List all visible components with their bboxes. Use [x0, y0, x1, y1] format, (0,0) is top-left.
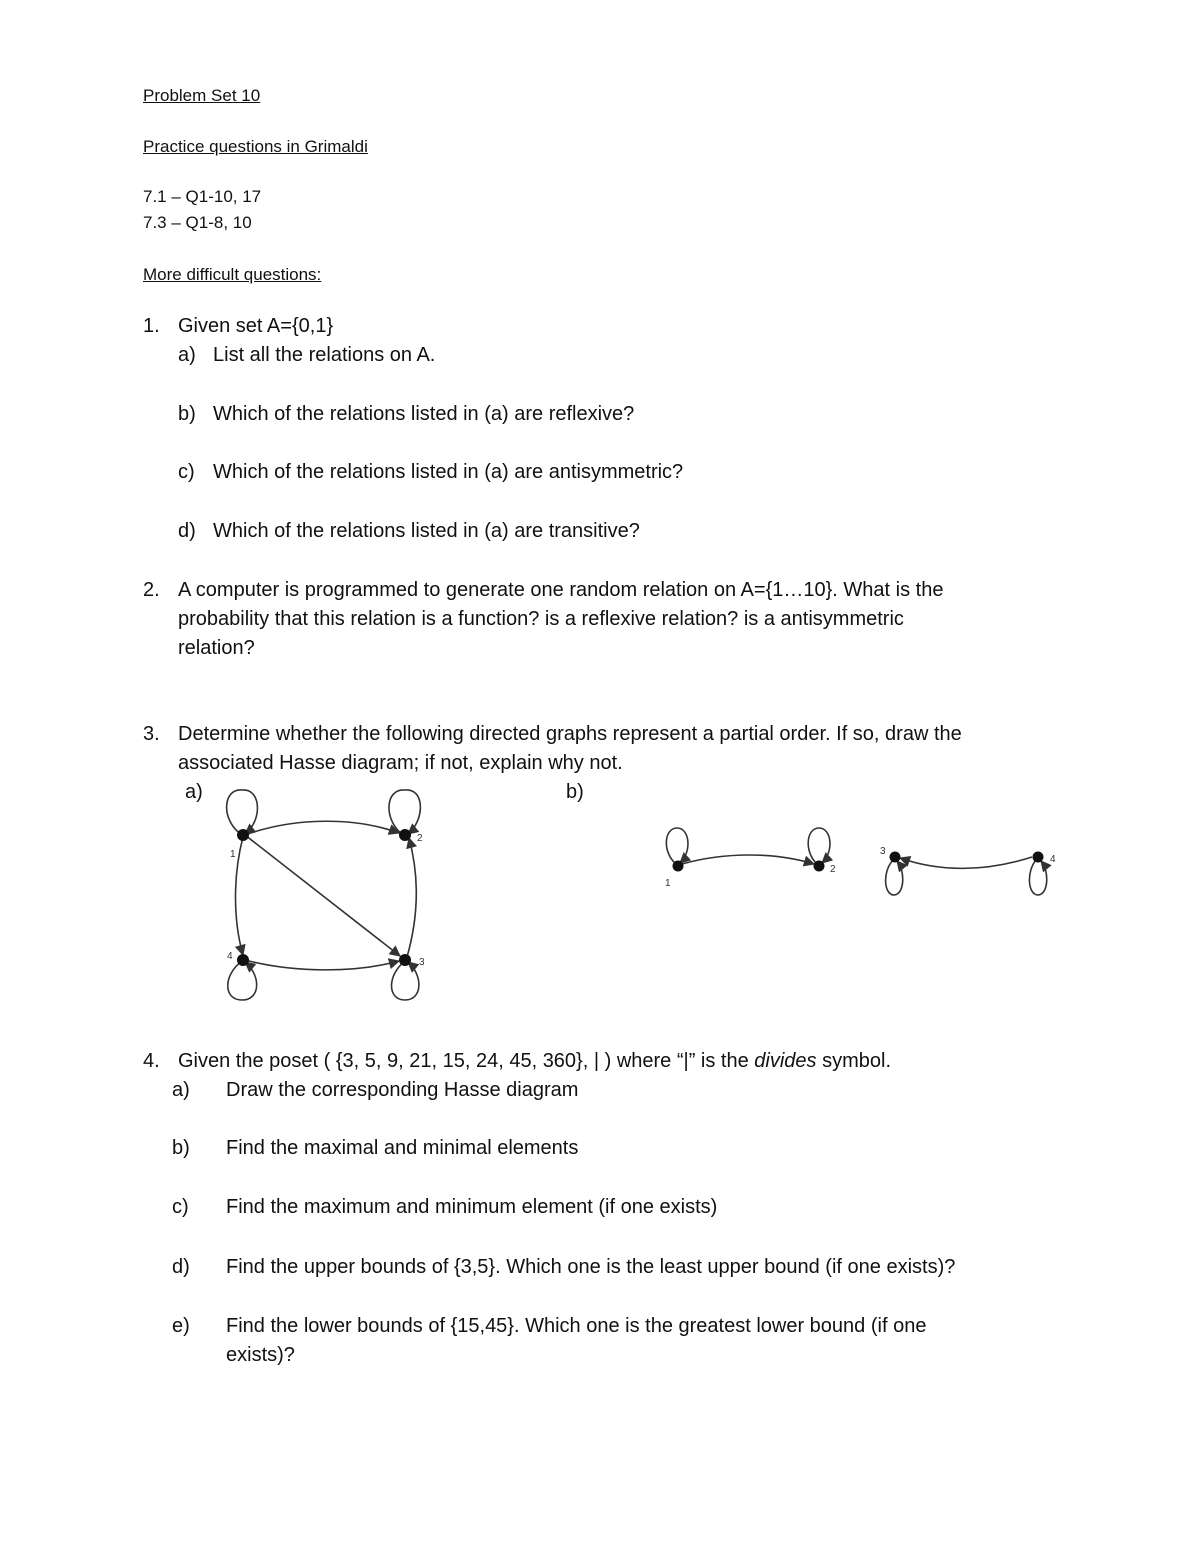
graph-b-node [1033, 852, 1044, 863]
q4-part-text: Find the maximum and minimum element (if one exists) [226, 1196, 718, 1218]
graph-a [215, 785, 445, 1015]
graph-b-node-label: 4 [1050, 854, 1056, 865]
graph-a-node-label: 1 [230, 849, 236, 860]
graph-a-node [237, 829, 249, 841]
q3-number: 3. [143, 723, 160, 745]
q4-text-italic: divides [754, 1050, 817, 1072]
q3-line: associated Hasse diagram; if not, explain why not. [178, 752, 623, 774]
graph-a-edge [245, 835, 400, 956]
graph-a-node [399, 829, 411, 841]
graph-a-edge [236, 837, 244, 955]
q4-part-text: exists)? [226, 1344, 295, 1366]
graph-b-edge [682, 855, 814, 864]
q4-part-label: b) [172, 1137, 190, 1159]
q1-number: 1. [143, 315, 160, 337]
graph-a-edge [245, 821, 399, 835]
graph-a-node-label: 3 [419, 957, 425, 968]
graph-b [650, 820, 1070, 910]
q4-part-label: a) [172, 1079, 190, 1101]
graph-a-node [399, 954, 411, 966]
q2-line: relation? [178, 637, 255, 659]
graph-b-edge [900, 857, 1032, 868]
graph-b-node [673, 861, 684, 872]
q4-part-label: d) [172, 1256, 190, 1278]
graph-a-edge [245, 960, 399, 970]
graph-b-node [814, 861, 825, 872]
graph-b-node-label: 2 [830, 864, 836, 875]
graph-b-loop [666, 828, 688, 864]
graph-a-edge [407, 838, 416, 957]
difficult-heading: More difficult questions: [143, 265, 322, 284]
q4-part-text: Find the maximal and minimal elements [226, 1137, 579, 1159]
q4-part-text: Draw the corresponding Hasse diagram [226, 1079, 579, 1101]
practice-item: 7.3 – Q1-8, 10 [143, 213, 252, 232]
q1-part-label: a) [178, 344, 196, 366]
q2-line: A computer is programmed to generate one random relation on A={1…10}. What is the [178, 579, 944, 601]
q2-line: probability that this relation is a function? is a reflexive relation? is a antisymmetric [178, 608, 904, 630]
q4-text-after: symbol. [816, 1050, 892, 1072]
q4-part-text: Find the upper bounds of {3,5}. Which one is the least upper bound (if one exists)? [226, 1256, 956, 1278]
graph-a-loop [227, 790, 258, 835]
graph-b-node-label: 3 [880, 846, 886, 857]
q4-number: 4. [143, 1050, 160, 1072]
practice-heading: Practice questions in Grimaldi [143, 137, 368, 156]
graph-a-loop [389, 790, 420, 835]
graph-b-loop [1029, 860, 1046, 895]
q1-part-text: Which of the relations listed in (a) are transitive? [213, 520, 640, 542]
page-title: Problem Set 10 [143, 86, 261, 105]
graph-b-loop [886, 860, 903, 895]
graph-b-node [890, 852, 901, 863]
graph-a-node [237, 954, 249, 966]
q4-part-text: Find the lower bounds of {15,45}. Which one is the greatest lower bound (if one [226, 1315, 927, 1337]
graph-b-label: b) [566, 781, 584, 803]
q1-part-text: List all the relations on A. [213, 344, 436, 366]
graph-b-node-label: 1 [665, 878, 671, 889]
q3-line: Determine whether the following directed graphs represent a partial order. If so, draw the [178, 723, 962, 745]
q1-text: Given set A={0,1} [178, 315, 334, 337]
q4-text [178, 1047, 891, 1076]
q1-part-label: d) [178, 520, 196, 542]
graph-b-loop [808, 828, 830, 864]
graph-a-loop [392, 961, 419, 1000]
q1-part-label: c) [178, 461, 195, 483]
q4-part-label: c) [172, 1196, 189, 1218]
graph-a-node-label: 2 [417, 833, 423, 844]
graph-a-loop [228, 961, 257, 1000]
q1-part-text: Which of the relations listed in (a) are antisymmetric? [213, 461, 684, 483]
q4-part-label: e) [172, 1315, 190, 1337]
graph-a-label: a) [185, 781, 203, 803]
q4-text-before: Given the poset ( {3, 5, 9, 21, 15, 24, 45, 360}, | ) where “|” is the [178, 1050, 755, 1072]
q1-part-text: Which of the relations listed in (a) are reflexive? [213, 403, 635, 425]
q2-number: 2. [143, 579, 160, 601]
q1-part-label: b) [178, 403, 196, 425]
graph-a-node-label: 4 [227, 951, 233, 962]
practice-item: 7.1 – Q1-10, 17 [143, 187, 262, 206]
